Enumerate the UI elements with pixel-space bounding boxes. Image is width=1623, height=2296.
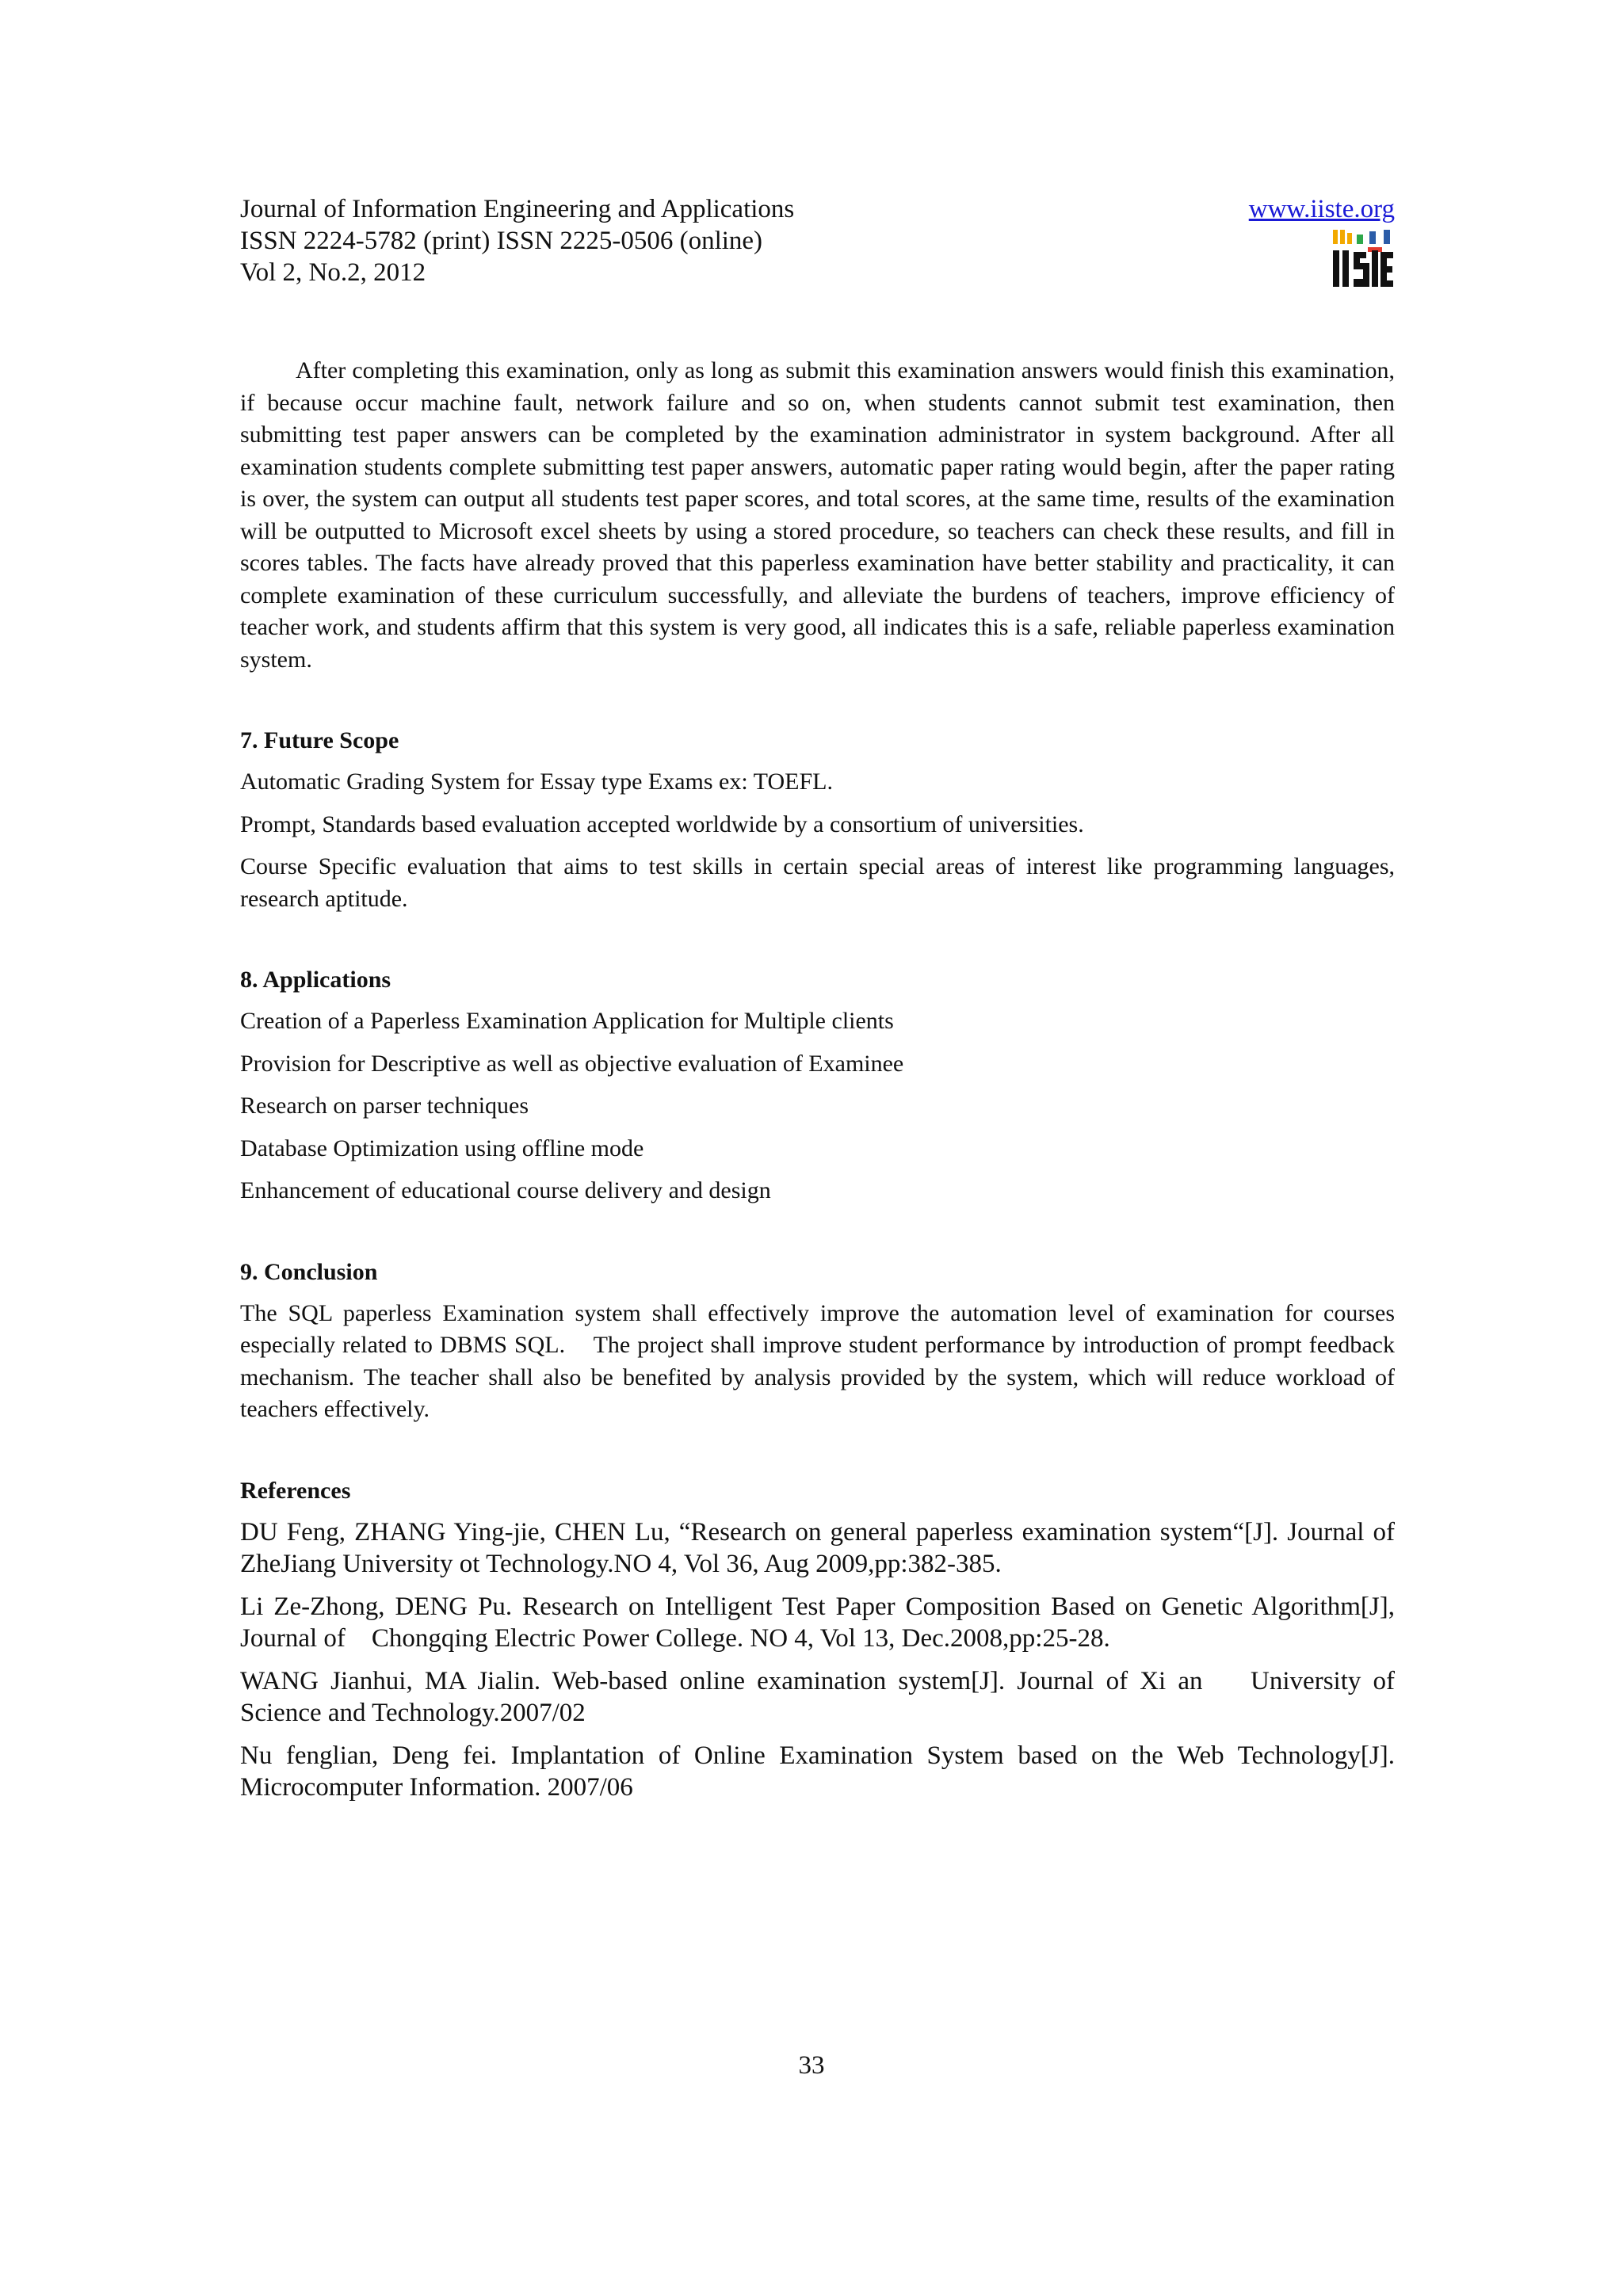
logo-letter-i2 (1342, 250, 1349, 287)
logo-bar-4 (1357, 235, 1363, 244)
header-right (1249, 193, 1395, 225)
logo-letter-i1 (1333, 250, 1339, 287)
conclusion-heading: 9. Conclusion (240, 1258, 378, 1285)
future-scope-item: Prompt, Standards based evaluation accepted worldwide by a consortium of universities. (240, 810, 1084, 837)
page-header (240, 193, 1395, 296)
future-scope-item: Automatic Grading System for Essay type Exams ex: TOEFL. (240, 769, 833, 795)
logo-bar-6 (1384, 230, 1390, 244)
site-link[interactable]: www.iiste.org (1248, 195, 1395, 223)
section-conclusion (240, 1257, 1401, 1426)
logo-bar-3 (1347, 233, 1352, 244)
section-references (240, 1475, 1402, 1803)
references-heading: References (240, 1477, 351, 1504)
intro-paragraph: After completing this examination, only as long as submit this examination answers would finish this examination, if because occur machine fault, network failure and so on, when students cannot submit test examination, then submitting test paper answers can be completed by the examination administrator in system background. After all examination students complete submitting test paper answers, automatic paper rating would begin, after the paper rating is over, the system can output all students test paper scores, and total scores, at the same time, results of the examination will be outputted to Microsoft excel sheets by using a stored procedure, so teachers can check these results, and fill in scores tables. The facts have already proved that this paperless examination have better stability and practicality, it can complete examination of these curriculum successfully, and alleviate the burdens of teachers, improve efficiency of teacher work, and students affirm that this system is very good, all indicates this is a safe, reliable paperless examination system. (240, 357, 1395, 673)
applications-item: Provision for Descriptive as well as objective evaluation of Examinee (240, 1050, 904, 1077)
conclusion-text: The SQL paperless Examination system shall effectively improve the automation level of examination for courses especially related to DBMS SQL. The project shall improve student performance by introduction of prompt feedback mechanism. The teacher shall also be benefited by analysis provided by the system, which will reduce workload of teachers effectively. (240, 1299, 1401, 1422)
reference-item: DU Feng, ZHANG Ying-jie, CHEN Lu, “Research on general paperless examination system“[J]. Journal of ZheJiang University ot Technology.NO 4, Vol 36, Aug 2009,pp:382-385. (240, 1517, 1395, 1578)
section-future-scope (240, 725, 1395, 915)
applications-heading: 8. Applications (240, 967, 391, 993)
applications-item: Enhancement of educational course delivery and design (240, 1177, 771, 1203)
applications-item: Creation of a Paperless Examination Application for Multiple clients (240, 1008, 894, 1034)
logo-letter-e (1381, 252, 1393, 287)
logo-bar-2 (1340, 230, 1345, 244)
applications-item: Database Optimization using offline mode (240, 1135, 644, 1161)
section-applications (240, 964, 1395, 1207)
applications-item: Research on parser techniques (240, 1093, 529, 1119)
journal-info (240, 193, 794, 288)
page-number: 33 (798, 2051, 825, 2080)
logo-bar-1 (1333, 230, 1338, 244)
journal-title: Journal of Information Engineering and Applications (240, 195, 795, 223)
iiste-logo (1331, 228, 1395, 290)
logo-letter-s (1354, 252, 1369, 287)
reference-item: Li Ze-Zhong, DENG Pu. Research on Intelligent Test Paper Composition Based on Genetic Algorithm[J], Journal of Chongqing Electric Power College. NO 4, Vol 13, Dec.2008,pp:25-28. (240, 1592, 1402, 1653)
logo-letter-t-stem (1372, 250, 1378, 287)
logo-bar-5 (1369, 231, 1376, 244)
reference-item: Nu fenglian, Deng fei. Implantation of Online Examination System based on the Web Technology[J]. Microcomputer Information. 2007/06 (240, 1741, 1395, 1802)
future-scope-heading: 7. Future Scope (240, 727, 399, 753)
reference-item: WANG Jianhui, MA Jialin. Web-based online examination system[J]. Journal of Xi an University of Science and Technology.2007/02 (240, 1666, 1402, 1727)
future-scope-item: Course Specific evaluation that aims to test skills in certain special areas of interest like programming languages, research aptitude. (240, 853, 1395, 912)
journal-issn: ISSN 2224-5782 (print) ISSN 2225-0506 (online) (240, 227, 763, 255)
journal-volume: Vol 2, No.2, 2012 (240, 258, 426, 287)
page-content (240, 355, 1402, 1814)
